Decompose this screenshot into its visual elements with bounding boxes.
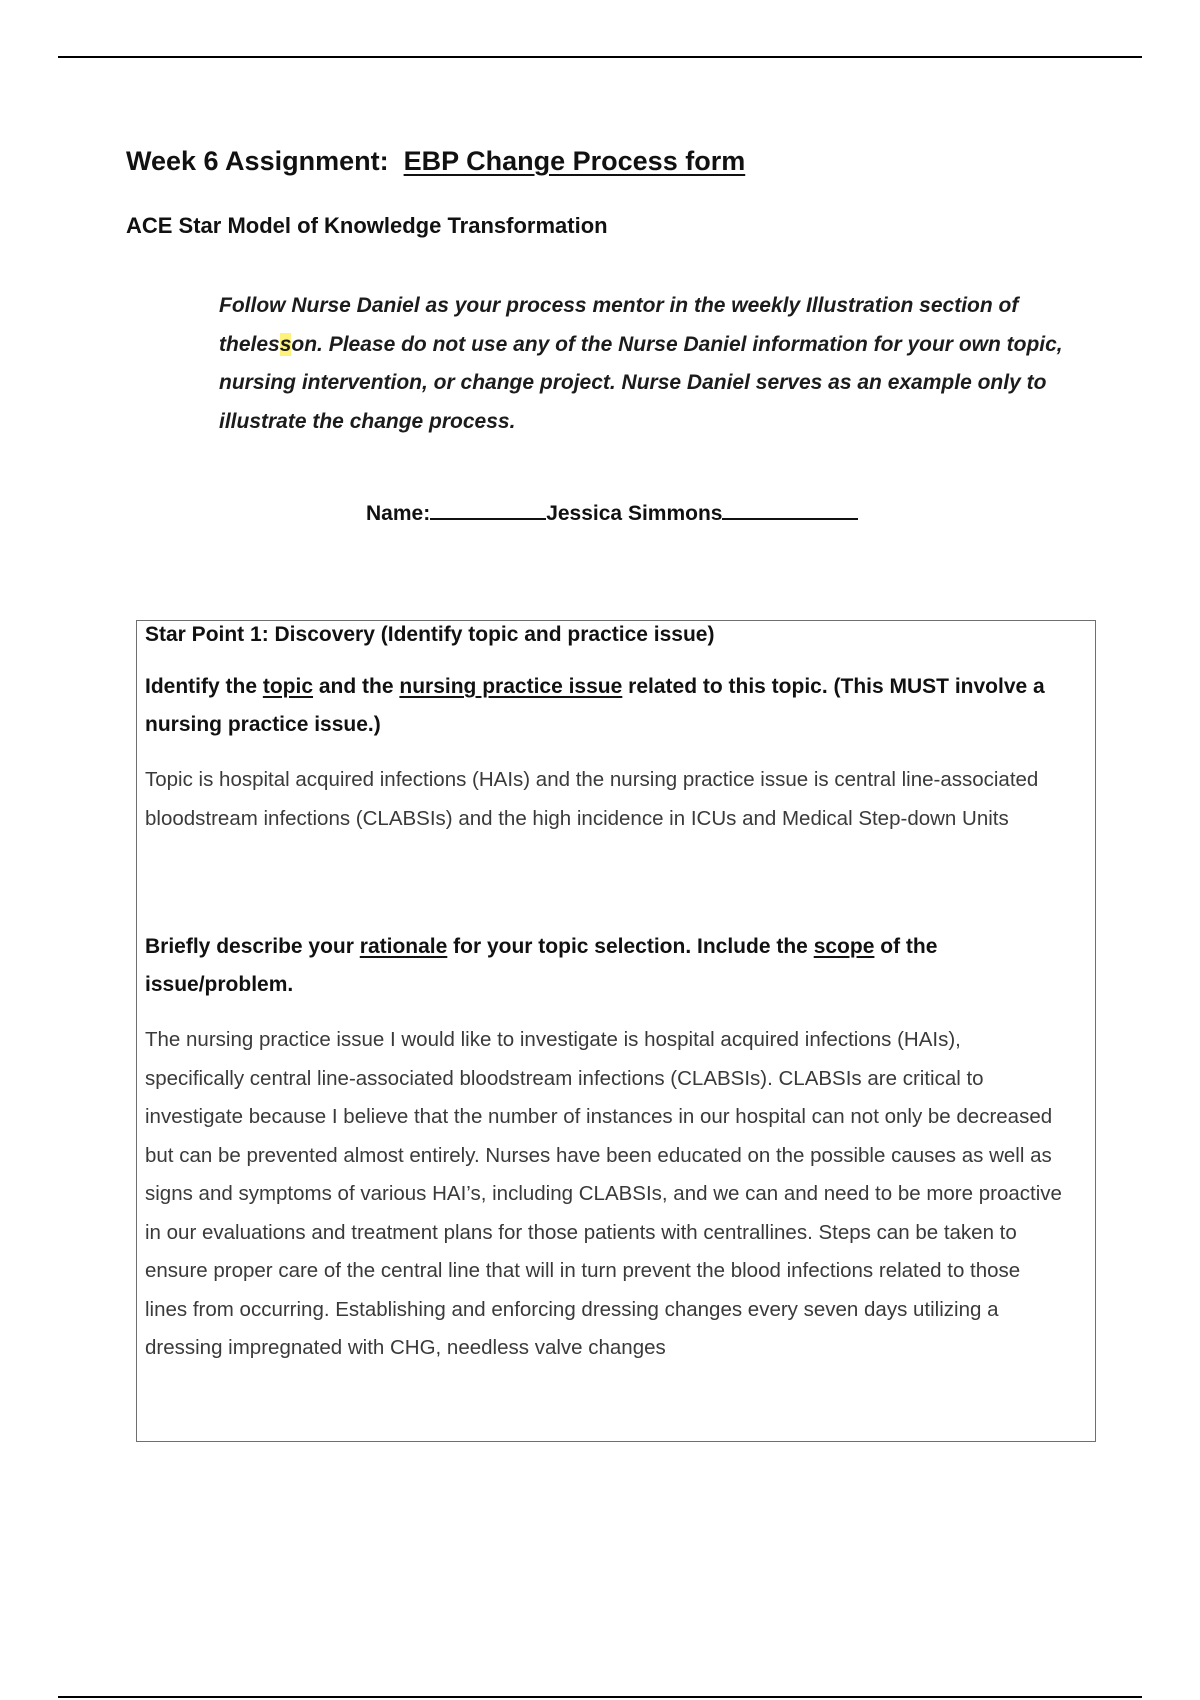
rationale-answer: The nursing practice issue I would like to investigate is hospital acquired infections (HAIs), specifically central line-associated bloodstream infections (CLABSIs). CLABSIs are critical to investigate because I believe that the number of instances in our hospital can not only be decreased but can be prevented almost entirely. Nurses have been educated on the possible causes as well as signs and symptoms of various HAI’s, including CLABSIs, and we can and need to be more proactive in our evaluations and treatment plans for those patients with centrallines. Steps can be taken to ensure proper care of the central line that will in turn prevent the blood infections related to those lines from occurring. Establishing and enforcing dressing changes every seven days utilizing a dressing impregnated with CHG, needless valve changes [145, 1028, 1062, 1359]
name-field [366, 498, 858, 526]
prompt-text: Identify the [145, 675, 258, 698]
prompt-underlined-term: topic [262, 675, 314, 698]
topic-prompt [145, 668, 1100, 744]
prompt-underlined-term: scope [813, 935, 875, 958]
prompt-text: and the [318, 675, 394, 698]
highlighted-character: s [279, 332, 292, 356]
prompt-underlined-term: rationale [359, 935, 448, 958]
instructions-text-start: Follow Nurse Daniel as your process mentor in the weekly Illustration section of theles [219, 294, 1019, 356]
name-label: Name: [366, 502, 431, 525]
name-blank-left [430, 498, 546, 520]
prompt-underlined-term: nursing practice issue [399, 675, 623, 698]
top-rule [58, 56, 1142, 58]
rationale-prompt [145, 928, 1005, 1004]
title-form-name: EBP Change Process form [403, 146, 746, 176]
instructions-paragraph [219, 287, 1099, 441]
prompt-text: of the issue/problem. [145, 935, 938, 996]
prompt-text: Briefly describe your [145, 935, 354, 958]
name-blank-right [722, 498, 858, 520]
title-prefix: Week 6 Assignment: [126, 146, 389, 176]
prompt-text: for your topic selection. Include the [453, 935, 808, 958]
page-title [126, 146, 745, 177]
topic-answer: Topic is hospital acquired infections (HAIs) and the nursing practice issue is central line-associated bloodstream infections (CLABSIs) and the high incidence in ICUs and Medical Step-down Units [145, 768, 1039, 830]
star-point-heading: Star Point 1: Discovery (Identify topic and practice issue) [145, 623, 715, 646]
prompt-text: related to this topic. (This MUST involve a nursing practice issue.) [145, 675, 1045, 736]
bottom-rule [58, 1696, 1142, 1698]
instructions-text-end: on. Please do not use any of the Nurse Daniel information for your own topic, nursing intervention, or change project. Nurse Daniel serves as an example only to illustrate the change process. [219, 332, 1063, 433]
name-value: Jessica Simmons [546, 502, 723, 525]
page-subtitle: ACE Star Model of Knowledge Transformation [126, 213, 608, 238]
